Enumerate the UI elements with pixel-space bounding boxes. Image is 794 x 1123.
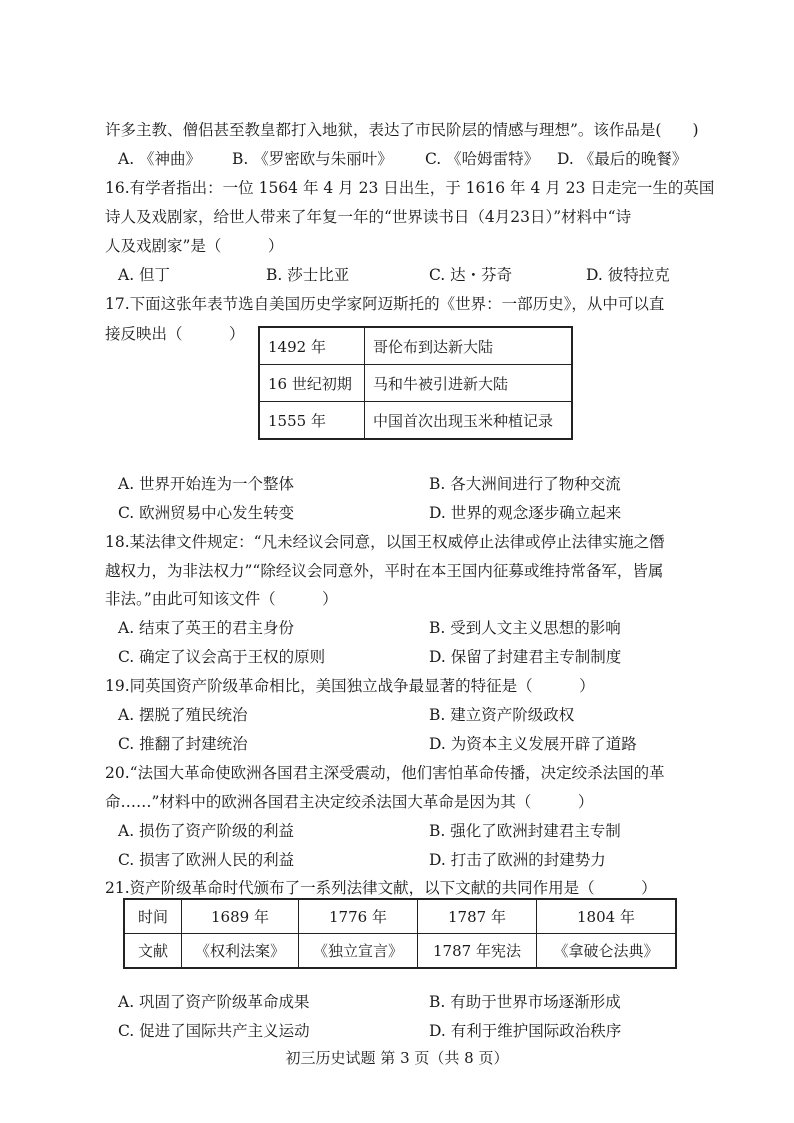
q18-option-a: A. 结束了英王的君主身份 (118, 619, 295, 637)
q17-option-b: B. 各大洲间进行了物种交流 (429, 475, 621, 493)
q15-option-a: A. 《神曲》 (118, 150, 202, 168)
q17-option-a: A. 世界开始连为一个整体 (118, 475, 295, 493)
table-cell: 1787 年 (418, 899, 537, 934)
table-cell: 16 世纪初期 (259, 365, 365, 402)
q21-documents-table (123, 898, 677, 969)
table-row (124, 899, 676, 934)
table-cell: 1787 年宪法 (418, 934, 537, 969)
q15-text-line: 许多主教、僧侣甚至教皇都打入地狱，表达了市民阶层的情感与理想”。该作品是( ) (105, 121, 699, 139)
q16-option-a: A. 但丁 (118, 266, 171, 284)
table-row (259, 327, 572, 365)
table-cell: 《独立宣言》 (299, 934, 418, 969)
table-row (259, 402, 572, 440)
q18-stem-line-1: 18.某法律文件规定：“凡未经议会同意，以国王权威停止法律或停止法律实施之僭 (105, 533, 665, 551)
q21-option-c: C. 促进了国际共产主义运动 (118, 1022, 310, 1040)
q15-option-d: D. 《最后的晚餐》 (557, 150, 688, 168)
table-cell: 文献 (124, 934, 182, 969)
table-cell: 1776 年 (299, 899, 418, 934)
table-cell: 1689 年 (182, 899, 299, 934)
q16-stem-line-2: 诗人及戏剧家，给世人带来了年复一年的“世界读书日（4月23日）”材料中“诗 (105, 208, 632, 226)
q19-stem-line-1: 19.同英国资产阶级革命相比，美国独立战争最显著的特征是（ ） (105, 677, 595, 695)
q16-option-d: D. 彼特拉克 (586, 266, 670, 284)
q20-stem-line-2: 命……”材料中的欧洲各国君主决定绞杀法国大革命是因为其（ ） (105, 793, 594, 811)
q18-stem-line-2: 越权力，为非法权力”“除经议会同意外，平时在本王国内征募或维持常备军，皆属 (105, 562, 664, 580)
table-row (259, 365, 572, 402)
q17-stem-line-2: 接反映出（ ） (105, 325, 245, 343)
table-cell: 马和牛被引进新大陆 (365, 365, 573, 402)
q21-stem-line-1: 21.资产阶级革命时代颁布了一系列法律文献，以下文献的共同作用是（ ） (105, 879, 657, 897)
table-cell: 哥伦布到达新大陆 (365, 327, 573, 365)
q17-timeline-table (258, 326, 573, 440)
table-cell: 1555 年 (259, 402, 365, 440)
q19-option-b: B. 建立资产阶级政权 (429, 706, 575, 724)
q21-option-a: A. 巩固了资产阶级革命成果 (118, 993, 310, 1011)
q18-stem-line-3: 非法。”由此可知该文件（ ） (105, 590, 338, 608)
q20-option-c: C. 损害了欧洲人民的利益 (118, 851, 295, 869)
q18-option-b: B. 受到人文主义思想的影响 (429, 619, 621, 637)
q16-stem-line-3: 人及戏剧家”是（ ） (105, 237, 284, 255)
q21-option-d: D. 有利于维护国际政治秩序 (429, 1022, 622, 1040)
q20-option-a: A. 损伤了资产阶级的利益 (118, 822, 295, 840)
q16-stem-line-1: 16.有学者指出：一位 1564 年 4 月 23 日出生，于 1616 年 4 月 23 日走完一生的英国 (105, 179, 715, 197)
table-cell: 中国首次出现玉米种植记录 (365, 402, 573, 440)
q19-option-a: A. 摆脱了殖民统治 (118, 706, 248, 724)
table-cell: 时间 (124, 899, 182, 934)
page-footer: 初三历史试题 第 3 页（共 8 页） (285, 1049, 509, 1067)
q18-option-c: C. 确定了议会高于王权的原则 (118, 648, 326, 666)
q15-option-b: B. 《罗密欧与朱丽叶》 (232, 150, 393, 168)
table-cell: 《权利法案》 (182, 934, 299, 969)
q20-option-b: B. 强化了欧洲封建君主专制 (429, 822, 621, 840)
q20-option-d: D. 打击了欧洲的封建势力 (429, 851, 606, 869)
table-cell: 1492 年 (259, 327, 365, 365)
q21-option-b: B. 有助于世界市场逐渐形成 (429, 993, 621, 1011)
q15-option-c: C. 《哈姆雷特》 (425, 150, 540, 168)
q16-option-b: B. 莎士比亚 (266, 266, 350, 284)
q17-stem-line-1: 17.下面这张年表节选自美国历史学家阿迈斯托的《世界：一部历史》，从中可以直 (105, 295, 665, 313)
q18-option-d: D. 保留了封建君主专制制度 (429, 648, 622, 666)
q19-option-d: D. 为资本主义发展开辟了道路 (429, 735, 637, 753)
table-row (124, 934, 676, 969)
q20-stem-line-1: 20.“法国大革命使欧洲各国君主深受震动，他们害怕革命传播，决定绞杀法国的革 (105, 764, 665, 782)
table-cell: 《拿破仑法典》 (537, 934, 677, 969)
q17-option-c: C. 欧洲贸易中心发生转变 (118, 504, 295, 522)
table-cell: 1804 年 (537, 899, 677, 934)
q17-option-d: D. 世界的观念逐步确立起来 (429, 504, 622, 522)
q16-option-c: C. 达・芬奇 (429, 266, 513, 284)
q19-option-c: C. 推翻了封建统治 (118, 735, 248, 753)
